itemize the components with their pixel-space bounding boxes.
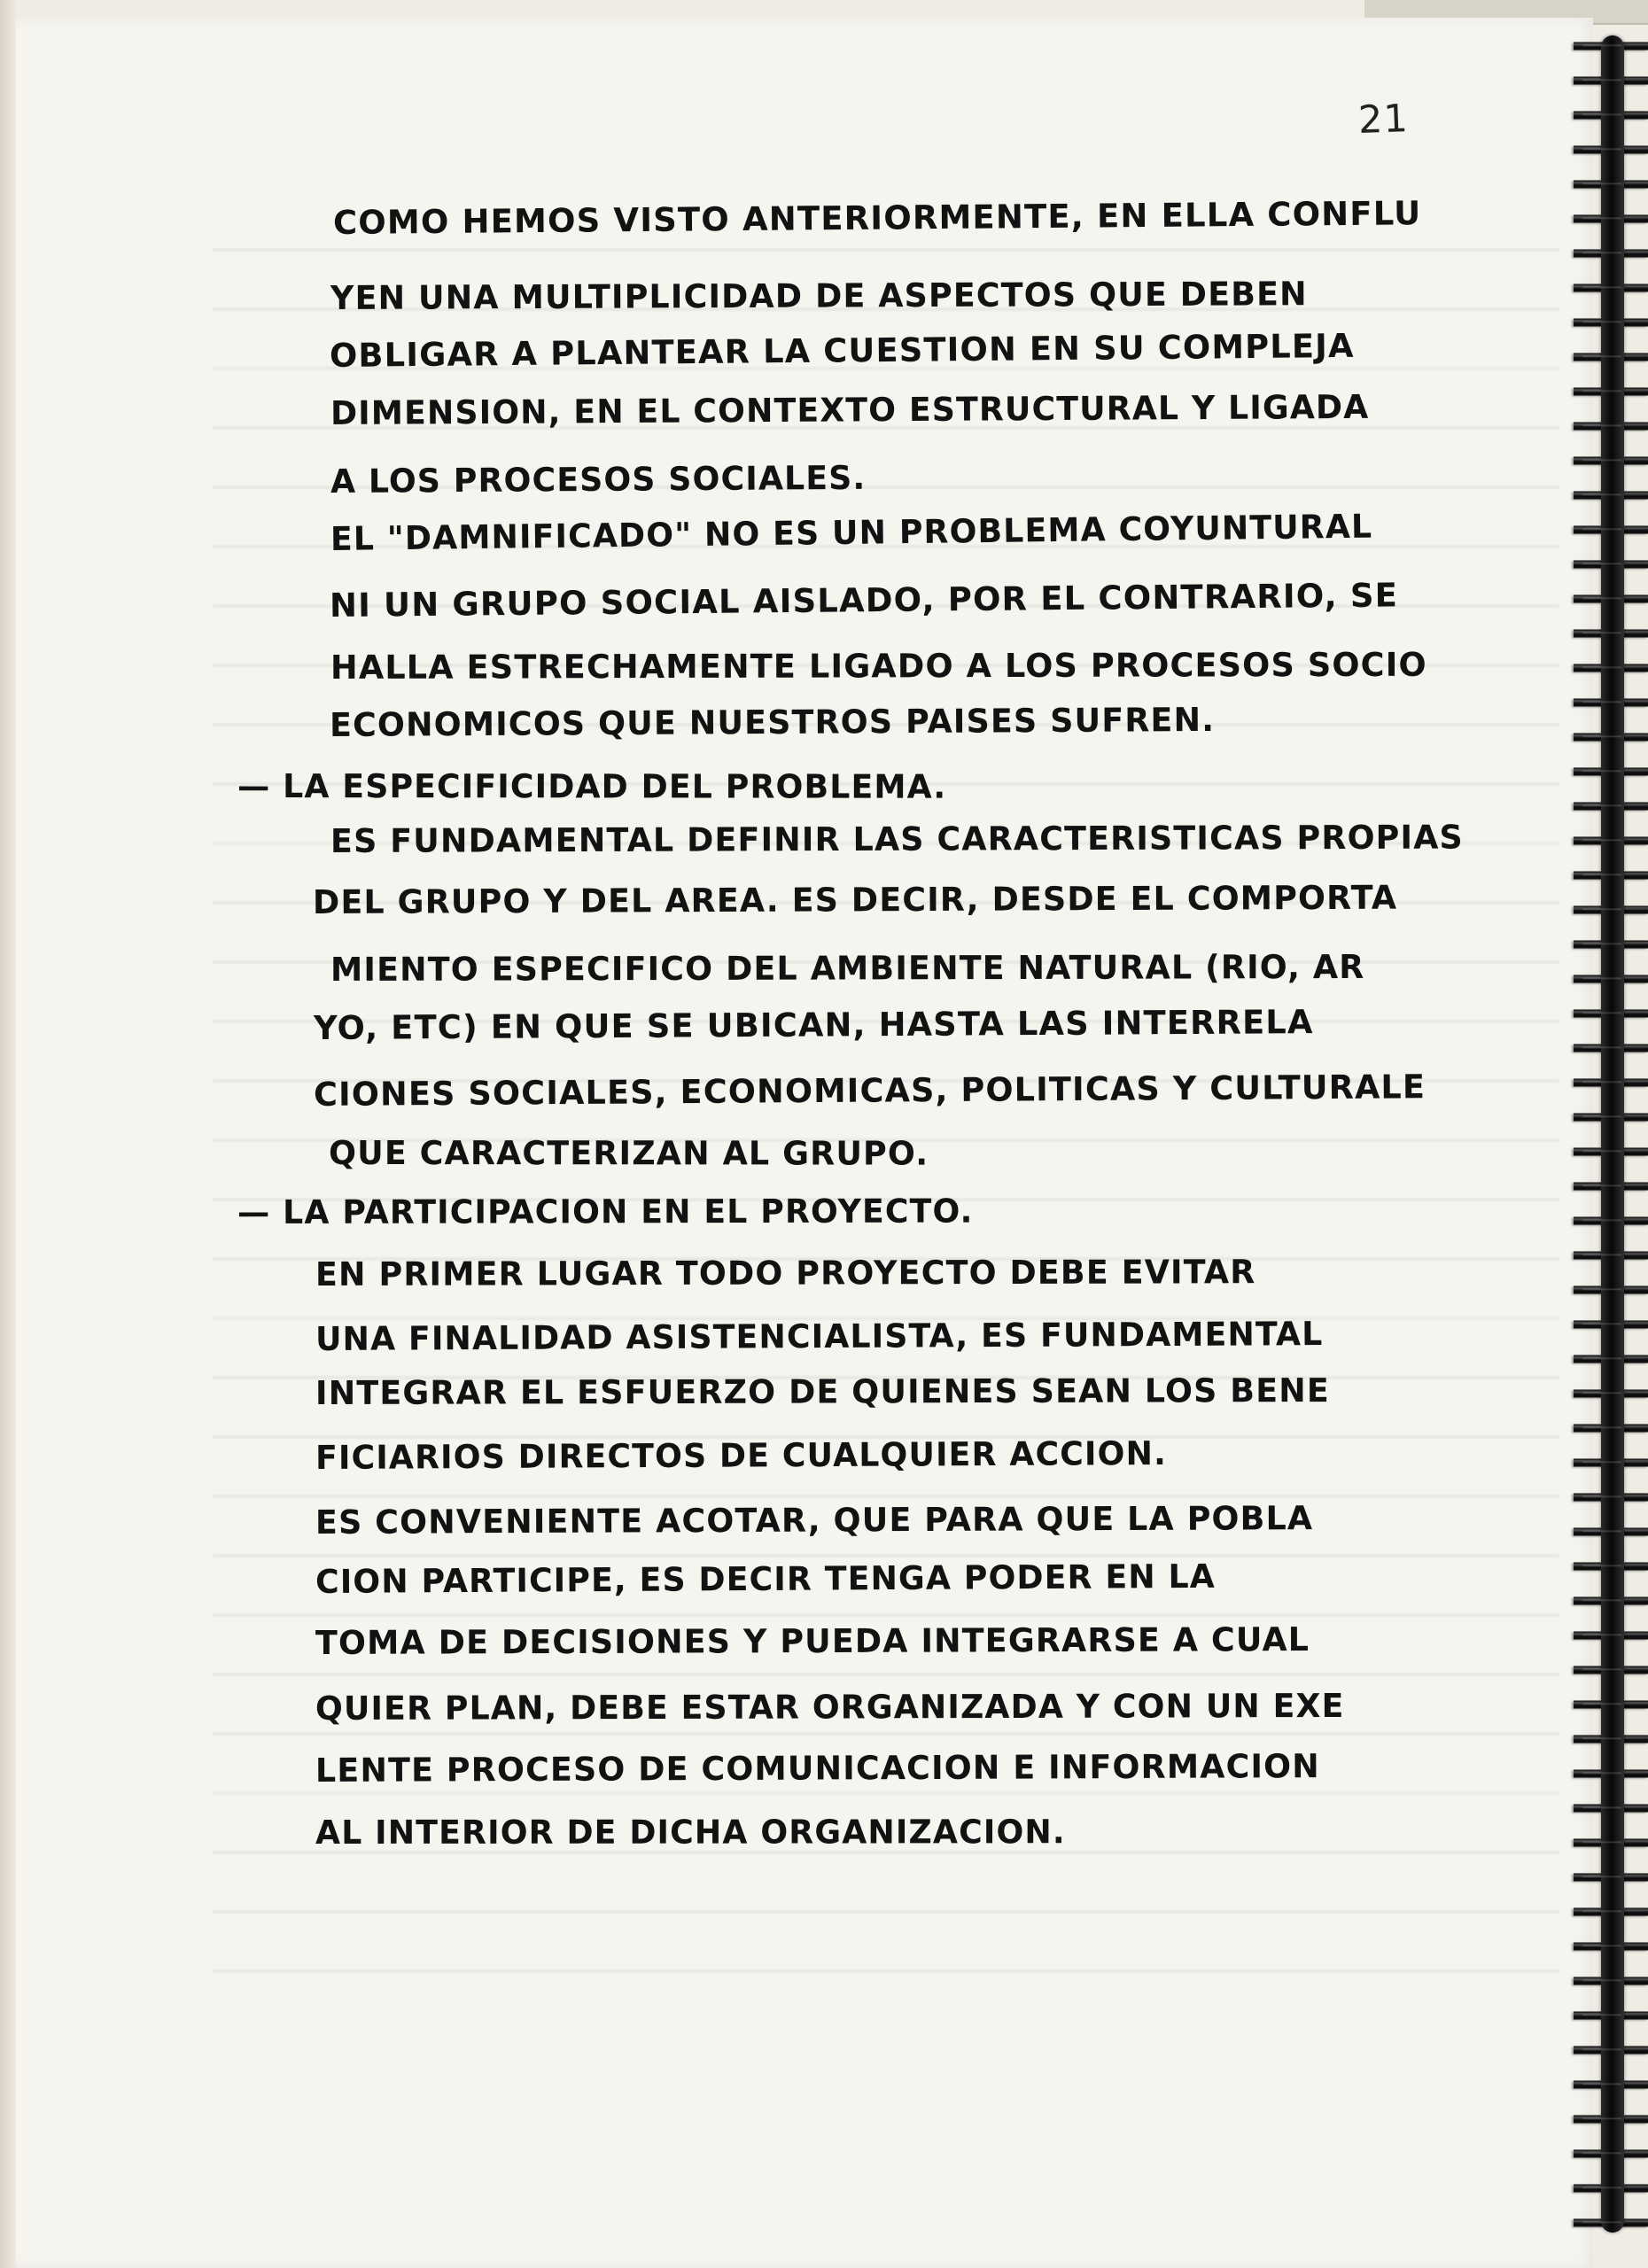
handwritten-line-22: ES CONVENIENTE ACOTAR, QUE PARA QUE LA POBLA bbox=[315, 1499, 1314, 1542]
handwritten-line-13: MIENTO ESPECIFICO DEL AMBIENTE NATURAL (RIO, AR bbox=[330, 947, 1365, 989]
spiral-binding bbox=[1574, 35, 1648, 2233]
handwritten-line-16: QUE CARACTERIZAN AL GRUPO. bbox=[328, 1134, 929, 1173]
handwritten-line-23: CION PARTICIPE, ES DECIR TENGA PODER EN LA bbox=[315, 1557, 1217, 1601]
handwritten-line-7: NI UN GRUPO SOCIAL AISLADO, POR EL CONTRARIO, SE bbox=[329, 576, 1399, 625]
handwritten-line-1: COMO HEMOS VISTO ANTERIORMENTE, EN ELLA CONFLU bbox=[332, 194, 1422, 242]
handwritten-line-21: FICIARIOS DIRECTOS DE CUALQUIER ACCION. bbox=[315, 1433, 1168, 1477]
handwritten-line-4: DIMENSION, EN EL CONTEXTO ESTRUCTURAL Y LIGADA bbox=[330, 387, 1370, 432]
handwritten-line-9: ECONOMICOS QUE NUESTROS PAISES SUFREN. bbox=[329, 700, 1216, 744]
handwritten-line-3: OBLIGAR A PLANTEAR LA CUESTION EN SU COMPLEJA bbox=[329, 326, 1355, 375]
handwritten-line-20: INTEGRAR EL ESFUERZO DE QUIENES SEAN LOS BENE bbox=[315, 1371, 1330, 1412]
handwritten-line-19: UNA FINALIDAD ASISTENCIALISTA, ES FUNDAMENTAL bbox=[315, 1315, 1324, 1358]
handwritten-line-12: DEL GRUPO Y DEL AREA. ES DECIR, DESDE EL COMPORTA bbox=[312, 878, 1398, 921]
handwritten-line-5: A LOS PROCESOS SOCIALES. bbox=[330, 458, 867, 501]
handwritten-line-18: EN PRIMER LUGAR TODO PROYECTO DEBE EVITAR bbox=[315, 1253, 1256, 1293]
handwritten-line-25: QUIER PLAN, DEBE ESTAR ORGANIZADA Y CON UN EXE bbox=[315, 1686, 1345, 1728]
page-number: 21 bbox=[1357, 97, 1410, 143]
handwritten-line-10: — LA ESPECIFICIDAD DEL PROBLEMA. bbox=[237, 767, 947, 806]
handwritten-line-11: ES FUNDAMENTAL DEFINIR LAS CARACTERISTICAS PROPIAS bbox=[330, 818, 1464, 860]
binding-highlights bbox=[1582, 35, 1621, 2233]
handwritten-line-26: LENTE PROCESO DE COMUNICACION E INFORMACION bbox=[315, 1747, 1320, 1790]
handwritten-line-6: EL "DAMNIFICADO" NO ES UN PROBLEMA COYUNTURAL bbox=[330, 507, 1373, 558]
handwritten-line-17: — LA PARTICIPACION EN EL PROYECTO. bbox=[237, 1192, 974, 1231]
handwritten-line-15: CIONES SOCIALES, ECONOMICAS, POLITICAS Y CULTURALE bbox=[313, 1068, 1426, 1114]
handwritten-line-14: YO, ETC) EN QUE SE UBICAN, HASTA LAS INTERRELA bbox=[313, 1003, 1314, 1047]
handwritten-line-8: HALLA ESTRECHAMENTE LIGADO A LOS PROCESOS SOCIO bbox=[330, 645, 1427, 687]
handwritten-line-2: YEN UNA MULTIPLICIDAD DE ASPECTOS QUE DEBEN bbox=[330, 275, 1308, 317]
handwritten-line-27: AL INTERIOR DE DICHA ORGANIZACION. bbox=[315, 1813, 1066, 1852]
handwritten-line-24: TOMA DE DECISIONES Y PUEDA INTEGRARSE A CUAL bbox=[315, 1620, 1310, 1662]
